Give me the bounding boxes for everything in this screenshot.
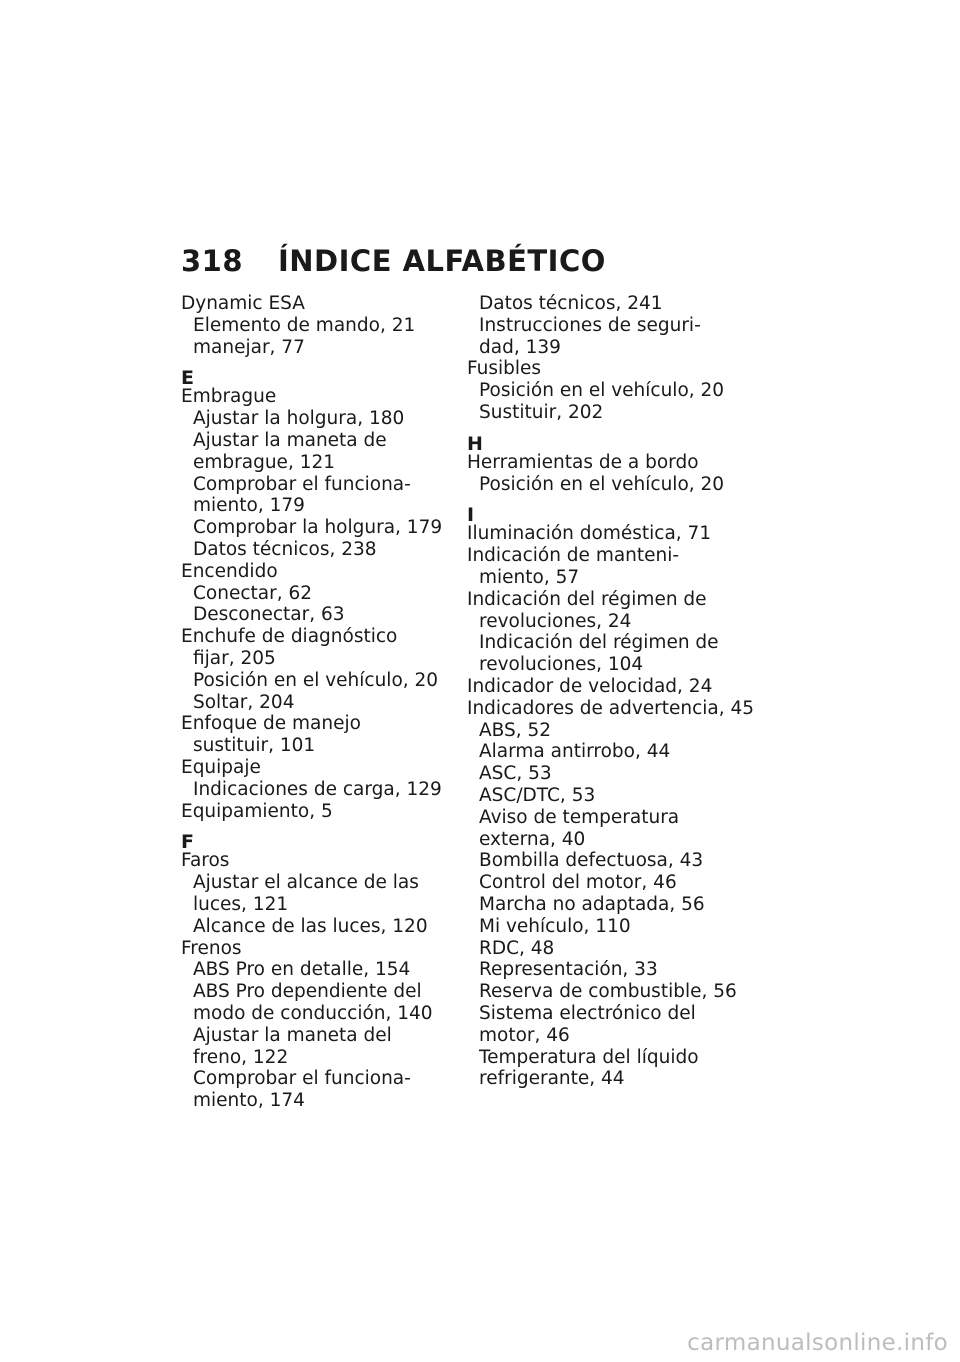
index-line: Enchufe de diagnóstico <box>181 626 398 648</box>
index-subentry <box>181 1068 451 1112</box>
index-line: Alarma antirrobo, 44 <box>479 741 671 763</box>
index-subentry <box>467 315 737 359</box>
index-line: fijar, 205 <box>193 647 276 669</box>
index-subentry <box>181 517 451 539</box>
index-line: Posición en el vehículo, 20 <box>193 669 439 691</box>
index-subentry <box>181 916 451 938</box>
index-line: Indicadores de advertencia, 45 <box>467 697 755 719</box>
index-line: Temperatura del líquido <box>479 1046 699 1068</box>
index-subentry <box>467 1003 737 1047</box>
letter-group-heading <box>181 831 451 854</box>
index-line: Marcha no adaptada, 56 <box>479 893 705 915</box>
index-line: F <box>181 831 194 854</box>
letter-group-heading <box>181 367 451 390</box>
index-line: Equipamiento, 5 <box>181 800 333 822</box>
index-line: ABS Pro dependiente del <box>193 981 422 1003</box>
index-line: modo de conducción, 140 <box>193 1002 433 1024</box>
index-entry <box>181 757 451 779</box>
index-line: RDC, 48 <box>479 937 555 959</box>
index-line: Elemento de mando, 21 <box>193 314 416 336</box>
section-title: ÍNDICE ALFABÉTICO <box>278 244 606 278</box>
index-line: ABS Pro en detalle, 154 <box>193 959 411 981</box>
index-subentry <box>181 981 451 1025</box>
index-line: Equipaje <box>181 756 261 778</box>
index-subentry <box>181 648 451 670</box>
index-line: refrigerante, 44 <box>479 1068 625 1090</box>
index-line: Iluminación doméstica, 71 <box>467 523 712 545</box>
index-line: Indicador de velocidad, 24 <box>467 675 713 697</box>
index-subentry <box>467 916 737 938</box>
index-line: manejar, 77 <box>193 336 305 358</box>
index-line: Indicación del régimen de <box>467 588 707 610</box>
index-subentry <box>467 959 737 981</box>
index-line: Posición en el vehículo, 20 <box>479 380 725 402</box>
index-line: Indicación del régimen de <box>479 632 719 654</box>
index-line: Ajustar la maneta del <box>193 1024 392 1046</box>
index-line: freno, 122 <box>193 1046 289 1068</box>
index-subentry <box>181 430 451 474</box>
index-line: Frenos <box>181 937 242 959</box>
index-line: Control del motor, 46 <box>479 872 677 894</box>
index-subentry <box>467 293 737 315</box>
index-entry <box>467 545 737 589</box>
index-entry <box>467 452 737 474</box>
index-subentry <box>467 474 737 496</box>
index-subentry <box>181 872 451 916</box>
index-subentry <box>467 872 737 894</box>
index-line: Datos técnicos, 238 <box>193 538 377 560</box>
index-line: Datos técnicos, 241 <box>479 293 663 314</box>
index-subentry <box>181 692 451 714</box>
index-entry <box>467 697 755 720</box>
index-line: Ajustar el alcance de las <box>193 872 419 894</box>
index-subentry <box>467 850 737 872</box>
index-line: luces, 121 <box>193 893 289 915</box>
index-line: I <box>467 504 475 527</box>
index-entry <box>467 358 737 380</box>
index-line: embrague, 121 <box>193 451 336 473</box>
index-line: Sistema electrónico del <box>479 1002 696 1024</box>
index-line: Ajustar la holgura, 180 <box>193 408 405 430</box>
index-line: ASC, 53 <box>479 763 552 785</box>
index-subentry <box>467 632 737 676</box>
index-line: Bombilla defectuosa, 43 <box>479 850 704 872</box>
index-subentry <box>181 337 451 359</box>
index-entry <box>181 938 451 960</box>
index-line: externa, 40 <box>479 828 586 850</box>
index-line: motor, 46 <box>479 1024 570 1046</box>
index-line: Mi vehículo, 110 <box>479 915 631 937</box>
index-subentry <box>181 539 451 561</box>
index-line: dad, 139 <box>479 336 561 358</box>
index-line: Fusibles <box>467 358 542 380</box>
index-entry <box>181 386 451 408</box>
index-line: Reserva de combustible, 56 <box>479 981 737 1003</box>
index-line: Representación, 33 <box>479 959 658 981</box>
index-line: miento, 57 <box>479 566 580 588</box>
index-line: H <box>467 432 483 455</box>
index-entry <box>181 713 451 735</box>
index-line: Faros <box>181 850 230 872</box>
index-subentry <box>181 670 451 692</box>
index-subentry <box>467 938 737 960</box>
index-line: miento, 174 <box>193 1090 305 1112</box>
index-subentry <box>467 894 737 916</box>
index-subentry <box>181 779 451 801</box>
index-subentry <box>467 785 737 807</box>
watermark: carmanualsonline.info <box>687 1330 948 1356</box>
index-subentry <box>467 741 737 763</box>
index-line: E <box>181 367 194 390</box>
index-entry <box>181 626 451 648</box>
index-line: Comprobar el funciona- <box>193 1068 411 1090</box>
index-column-right <box>467 293 755 1090</box>
letter-group-heading <box>467 504 737 527</box>
index-line: Sustituir, 202 <box>479 401 604 423</box>
index-entry <box>467 523 737 545</box>
index-line: Indicaciones de carga, 129 <box>193 778 442 800</box>
index-column-left <box>181 293 451 1112</box>
index-line: ABS, 52 <box>479 719 552 741</box>
letter-group-heading <box>467 432 737 455</box>
index-line: Desconectar, 63 <box>193 604 345 626</box>
index-line: miento, 179 <box>193 495 305 517</box>
index-entry <box>181 561 451 583</box>
index-subentry <box>181 1025 451 1069</box>
index-subentry <box>467 402 737 424</box>
index-subentry <box>467 981 737 1003</box>
index-line: Comprobar el funciona- <box>193 473 411 495</box>
index-line: Ajustar la maneta de <box>193 429 387 451</box>
index-line: Aviso de temperatura <box>479 806 680 828</box>
index-subentry <box>181 315 451 337</box>
index-entry <box>467 676 737 698</box>
index-subentry <box>181 583 451 605</box>
index-line: revoluciones, 24 <box>479 610 632 632</box>
index-entry <box>181 801 451 823</box>
index-line: Instrucciones de seguri- <box>479 314 701 336</box>
index-line: sustituir, 101 <box>193 735 316 757</box>
index-line: Embrague <box>181 386 277 408</box>
index-line: Indicación de manteni- <box>467 545 680 567</box>
index-line: Comprobar la holgura, 179 <box>193 517 443 539</box>
page-number: 318 <box>181 244 244 278</box>
index-entry <box>181 293 451 315</box>
index-line: Conectar, 62 <box>193 582 313 604</box>
index-line: Posición en el vehículo, 20 <box>479 473 725 495</box>
index-line: Enfoque de manejo <box>181 713 361 735</box>
index-entry <box>467 589 737 633</box>
index-subentry <box>181 959 451 981</box>
index-line: Soltar, 204 <box>193 691 295 713</box>
index-subentry <box>181 735 451 757</box>
index-line: Dynamic ESA <box>181 293 305 314</box>
index-line: Alcance de las luces, 120 <box>193 915 428 937</box>
index-line: revoluciones, 104 <box>479 654 644 676</box>
page-header <box>181 244 606 284</box>
index-subentry <box>467 807 737 851</box>
index-subentry <box>467 763 737 785</box>
index-subentry <box>181 408 451 430</box>
index-subentry <box>467 1047 737 1091</box>
index-entry <box>181 850 451 872</box>
index-line: Encendido <box>181 560 278 582</box>
index-subentry <box>467 720 737 742</box>
index-subentry <box>181 474 451 518</box>
index-subentry <box>467 380 737 402</box>
index-line: Herramientas de a bordo <box>467 451 699 473</box>
index-line: ASC/DTC, 53 <box>479 784 596 806</box>
index-subentry <box>181 604 451 626</box>
